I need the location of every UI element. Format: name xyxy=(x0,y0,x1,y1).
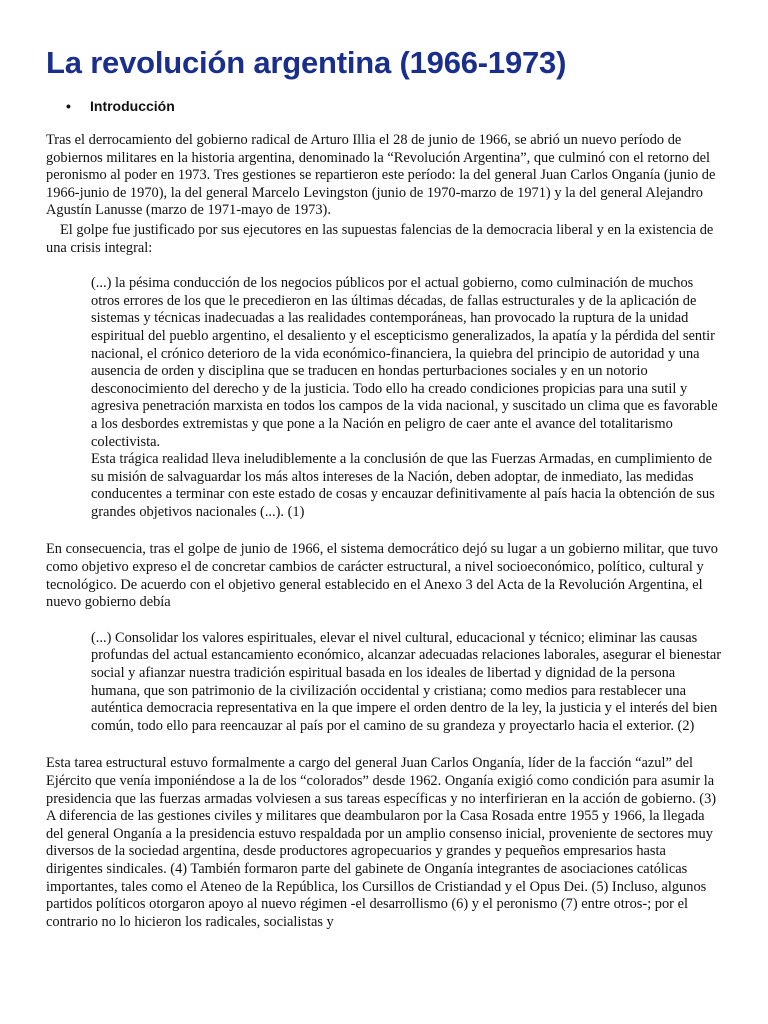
quote-block-1 xyxy=(91,275,724,521)
quote-block-2 xyxy=(91,630,724,736)
bullet-icon: • xyxy=(66,98,71,114)
paragraph-golpe: El golpe fue justificado por sus ejecutores en las supuestas falencias de la democracia liberal y en la existencia de una crisis integral: xyxy=(46,221,714,256)
quote-1-line-1: (...) la pésima conducción de los negocios públicos por el actual gobierno, como culminación de muchos otros errores de los que le precedieron en las últimas décadas, de fallas estructurales y de la aplicación de sistemas y técnicas inadecuadas a las realidades contemporáneas, han provocado la ruptura de la unidad espiritual del pueblo argentino, el desaliento y el escepticismo generalizados, la apatía y la pérdida del sentir nacional, el crónico deterioro de la vida económico-financiera, la quiebra del principio de autoridad y una ausencia de orden y disciplina que se traducen en hondas perturbaciones sociales y en un notorio desconocimiento del derecho y de la justicia. Todo ello ha creado condiciones propicias para una sutil y agresiva penetración marxista en todos los campos de la vida nacional, y suscitado un clima que es favorable a los desbordes extremistas y que pone a la Nación en peligro de caer ante el avance del totalitarismo colectivista. xyxy=(91,275,718,450)
paragraph-ongania: Esta tarea estructural estuvo formalmente a cargo del general Juan Carlos Onganía, líder de la facción “azul” del Ejército que venía imponiéndose a la de los “colorados” desde 1962. Onganía exigió como condición para asumir la presidencia que las fuerzas armadas volviesen a sus tareas específicas y no interfirieran en la acción de gobierno. (3) A diferencia de las gestiones civiles y militares que deambularon por la Casa Rosada entre 1955 y 1966, la llegada del general Onganía a la presidencia estuvo respaldada por un amplio consenso inicial, proveniente de sectores muy diversos de la sociedad argentina, desde productores agropecuarios y grandes y pequeños empresarios hasta dirigentes sindicales. (4) También formaron parte del gabinete de Onganía integrantes de asociaciones católicas importantes, tales como el Ateneo de la República, los Cursillos de Cristiandad y el Opus Dei. (5) Incluso, algunos partidos políticos otorgaron apoyo al nuevo régimen -el desarrollismo (6) y el peronismo (7) entre otros-; por el contrario no lo hicieron los radicales, socialistas y xyxy=(46,755,717,930)
section-list xyxy=(46,96,724,116)
paragraph-intro: Tras el derrocamiento del gobierno radical de Arturo Illia el 28 de junio de 1966, se abrió un nuevo período de gobiernos militares en la historia argentina, denominado la “Revolución Argentina”, que culminó con el retorno del peronismo al poder en 1973. Tres gestiones se repartieron este período: la del general Juan Carlos Onganía (junio de 1966-junio de 1970), la del general Marcelo Levingston (junio de 1970-marzo de 1971) y la del general Alejandro Agustín Lanusse (marzo de 1971-mayo de 1973). xyxy=(46,132,716,219)
section-item-label: Introducción xyxy=(90,98,175,114)
quote-1-line-2: Esta trágica realidad lleva ineludiblemente a la conclusión de que las Fuerzas Armadas, en cumplimiento de su misión de salvaguardar los más altos intereses de la Nación, deben adoptar, de inmediato, las medidas conducentes a terminar con este estado de cosas y encauzar definitivamente al país hacia la obtención de sus grandes objetivos nacionales (...). (1) xyxy=(91,451,715,520)
quote-2-line-1: (...) Consolidar los valores espirituales, elevar el nivel cultural, educacional y técnico; eliminar las causas profundas del actual estancamiento económico, alcanzar adecuadas relaciones laborales, asegurar el bienestar social y afianzar nuestra tradición espiritual basada en los ideales de libertad y dignidad de la persona humana, que son patrimonio de la civilización occidental y cristiana; como medios para restablecer una auténtica democracia representativa en la que impere el orden dentro de la ley, la justicia y el interés del bien común, todo ello para reencauzar al país por el camino de su grandeza y proyectarlo hacia el exterior. (2) xyxy=(91,629,722,734)
section-item-introduccion xyxy=(66,96,724,116)
paragraph-consecuencia: En consecuencia, tras el golpe de junio de 1966, el sistema democrático dejó su lugar a un gobierno militar, que tuvo como objetivo expreso el de concretar cambios de carácter estructural, a nivel socioeconómico, político, cultural y tecnológico. De acuerdo con el objetivo general establecido en el Anexo 3 del Acta de la Revolución Argentina, el nuevo gobierno debía xyxy=(46,541,718,611)
page-title: La revolución argentina (1966-1973) xyxy=(46,45,567,80)
